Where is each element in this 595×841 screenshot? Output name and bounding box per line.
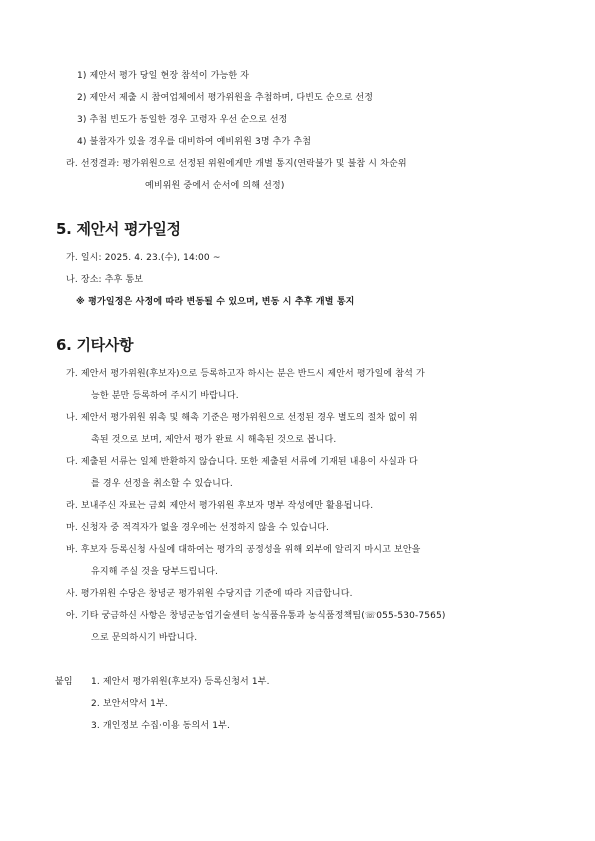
misc-line-4: 촉된 것으로 보며, 제안서 평가 완료 시 해촉된 것으로 봅니다.	[91, 435, 337, 445]
misc-line-9: 바. 후보자 등록신청 사실에 대하여는 평가의 공정성을 위해 외부에 알리지 마시고 보안을	[66, 545, 421, 555]
misc-line-12: 아. 기타 궁금하신 사항은 창녕군농업기술센터 농식품유통과 농식품정책팀(☏055-530-7565)	[66, 611, 446, 621]
schedule-note: ※ 평가일정은 사정에 따라 변동될 수 있으며, 변동 시 추후 개별 통지	[76, 297, 355, 307]
misc-line-10: 유지해 주실 것을 당부드립니다.	[91, 567, 219, 577]
misc-line-7: 라. 보내주신 자료는 금회 제안서 평가위원 후보자 명부 작성에만 활용됩니다.	[66, 501, 374, 511]
criteria-item-3: 3) 추첨 빈도가 동일한 경우 고령자 우선 순으로 선정	[77, 115, 288, 125]
misc-line-11: 사. 평가위원 수당은 창녕군 평가위원 수당지급 기준에 따라 지급합니다.	[66, 589, 353, 599]
attachment-item-3: 3. 개인정보 수집·이용 동의서 1부.	[91, 721, 230, 731]
selection-result-line-1: 라. 선정결과: 평가위원으로 선정된 위원에게만 개별 통지(연락불가 및 불참 시 차순위	[66, 159, 407, 169]
attachments-label: 붙임	[55, 677, 73, 687]
selection-result-line-2: 예비위원 중에서 순서에 의해 선정)	[145, 181, 285, 191]
misc-line-5: 다. 제출된 서류는 일체 반환하지 않습니다. 또한 제출된 서류에 기재된 내용이 사실과 다	[66, 457, 418, 467]
attachment-item-1: 1. 제안서 평가위원(후보자) 등록신청서 1부.	[91, 677, 270, 687]
misc-line-13: 으로 문의하시기 바랍니다.	[91, 633, 198, 643]
section-5-title: 5. 제안서 평가일정	[56, 220, 181, 238]
misc-line-2: 능한 분만 등록하여 주시기 바랍니다.	[91, 391, 239, 401]
evaluation-place: 나. 장소: 추후 통보	[66, 275, 144, 285]
criteria-item-1: 1) 제안서 평가 당일 현장 참석이 가능한 자	[77, 71, 250, 81]
criteria-item-2: 2) 제안서 제출 시 참여업체에서 평가위원을 추첨하며, 다빈도 순으로 선정	[77, 93, 374, 103]
evaluation-date: 가. 일시: 2025. 4. 23.(수), 14:00 ~	[66, 253, 221, 263]
section-6-title: 6. 기타사항	[56, 336, 134, 354]
misc-line-3: 나. 제안서 평가위원 위촉 및 해촉 기준은 평가위원으로 선정된 경우 별도의 절차 없이 위	[66, 413, 418, 423]
misc-line-1: 가. 제안서 평가위원(후보자)으로 등록하고자 하시는 분은 반드시 제안서 평가일에 참석 가	[66, 369, 425, 379]
criteria-item-4: 4) 불참자가 있을 경우를 대비하여 예비위원 3명 추가 추첨	[77, 137, 312, 147]
misc-line-6: 를 경우 선정을 취소할 수 있습니다.	[91, 479, 233, 489]
misc-line-8: 마. 신청자 중 적격자가 없을 경우에는 선정하지 않을 수 있습니다.	[66, 523, 330, 533]
attachment-item-2: 2. 보안서약서 1부.	[91, 699, 168, 709]
